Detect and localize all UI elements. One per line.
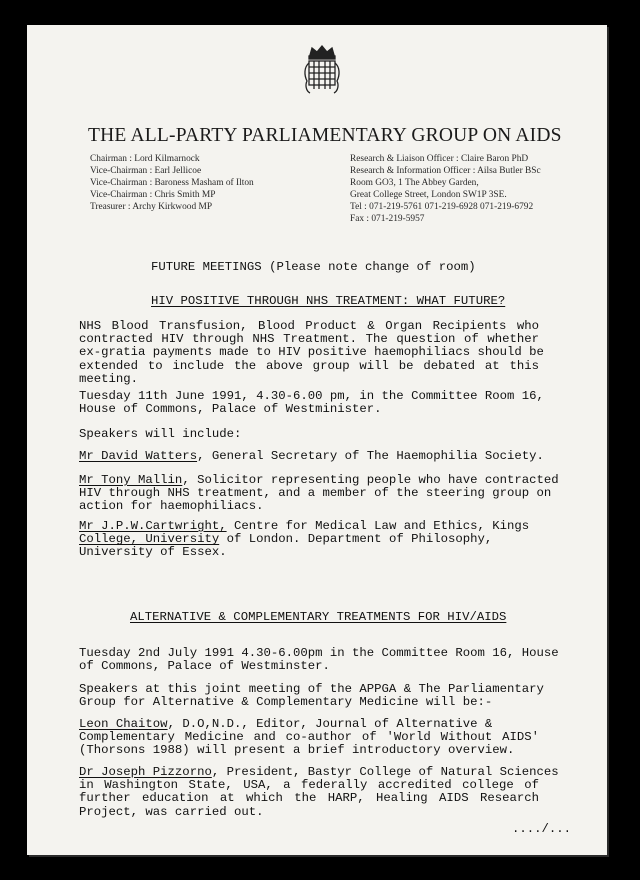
officer-line: Vice-Chairman : Earl Jellicoe (90, 165, 202, 176)
future-meetings-heading: FUTURE MEETINGS (Please note change of room) (151, 260, 476, 274)
portcullis-crown-logo (300, 45, 344, 97)
text-line: Group for Alternative & Complementary Medicine will be:- (79, 695, 493, 710)
officer-line: Treasurer : Archy Kirkwood MP (90, 201, 213, 212)
speaker-description: Centre for Medical Law and Ethics, Kings (226, 519, 530, 533)
speaker-name: Dr Joseph Pizzorno (79, 765, 212, 779)
contact-line: Fax : 071-219-5957 (350, 213, 425, 224)
text-line: meeting. (79, 371, 139, 386)
meeting1-date-paragraph (79, 389, 544, 417)
speaker-name: Mr Tony Mallin (79, 473, 183, 487)
officer-line: Chairman : Lord Kilmarnock (90, 154, 200, 164)
contact-line: Research & Liaison Officer : Claire Baron PhD (350, 154, 529, 164)
speaker-entry (79, 520, 539, 560)
officers-list (90, 154, 254, 214)
speaker-entry (79, 473, 559, 514)
text-line: Complementary Medicine and co-author of 'World Without AIDS' (79, 730, 539, 745)
text-line: (Thorsons 1988) will present a brief introductory overview. (79, 743, 515, 758)
section-heading-alternative: ALTERNATIVE & COMPLEMENTARY TREATMENTS FOR HIV/AIDS (130, 610, 507, 624)
meeting2-date-paragraph (79, 646, 559, 674)
contact-line: Tel : 071-219-5761 071-219-6928 071-219-6792 (350, 201, 534, 212)
text-line: House of Commons, Palace of Westminister. (79, 402, 382, 417)
text-line: NHS Blood Transfusion, Blood Product & Organ Recipients who (79, 319, 539, 333)
text-line: Tuesday 2nd July 1991 4.30-6.00pm in the Committee Room 16, House (79, 646, 559, 660)
speaker-name: Leon Chaitow (79, 717, 168, 731)
speaker-description: of London. Department of Philosophy, (219, 532, 493, 547)
contact-details (350, 154, 541, 225)
speaker-name: Mr J.P.W.Cartwright, (79, 519, 227, 533)
text-line: contracted HIV through NHS Treatment. The question of whether (79, 332, 539, 347)
speaker-name: College, University (79, 532, 220, 547)
contact-line: Research & Information Officer : Ailsa Butler BSc (350, 165, 541, 176)
speaker-entry (79, 765, 559, 819)
text-line: Speakers at this joint meeting of the APPGA & The Parliamentary (79, 682, 544, 696)
joint-meeting-paragraph (79, 682, 544, 710)
text-line: in Washington State, USA, a federally accredited college of (79, 778, 539, 793)
speaker-name: Mr David Watters (79, 449, 198, 463)
speaker-description: , Solicitor representing people who have contracted (182, 473, 559, 487)
text-line: further education at which the HARP, Healing AIDS Research (79, 791, 539, 806)
speaker-description: , General Secretary of The Haemophilia Society. (197, 449, 544, 463)
speaker-entry (79, 449, 544, 463)
speakers-intro: Speakers will include: (79, 427, 242, 441)
organization-title: THE ALL-PARTY PARLIAMENTARY GROUP ON AIDS (88, 125, 562, 146)
text-line: Tuesday 11th June 1991, 4.30-6.00 pm, in the Committee Room 16, (79, 389, 544, 403)
officer-line: Vice-Chairman : Chris Smith MP (90, 189, 216, 200)
text-line: HIV through NHS treatment, and a member of the steering group on (79, 486, 552, 501)
contact-line: Room GO3, 1 The Abbey Garden, (350, 177, 479, 188)
text-line: of Commons, Palace of Westminster. (79, 659, 330, 674)
text-line: ex-gratia payments made to HIV positive haemophiliacs should be (79, 345, 544, 360)
text-line: extended to include the above group will be debated at this (79, 358, 539, 373)
contact-line: Great College Street, London SW1P 3SE. (350, 189, 507, 200)
text-line: University of Essex. (79, 545, 227, 560)
speaker-description: , President, Bastyr College of Natural Sciences (211, 765, 559, 779)
speaker-entry (79, 718, 539, 758)
continued-marker: ..../... (512, 822, 572, 836)
section-heading-hiv-nhs: HIV POSITIVE THROUGH NHS TREATMENT: WHAT FUTURE? (151, 294, 506, 308)
text-line: Project, was carried out. (79, 804, 264, 819)
officer-line: Vice-Chairman : Baroness Masham of Ilton (90, 177, 254, 188)
text-line: action for haemophiliacs. (79, 499, 264, 514)
intro-paragraph (79, 319, 544, 386)
speaker-description: , D.O,N.D., Editor, Journal of Alternative & (167, 717, 493, 731)
